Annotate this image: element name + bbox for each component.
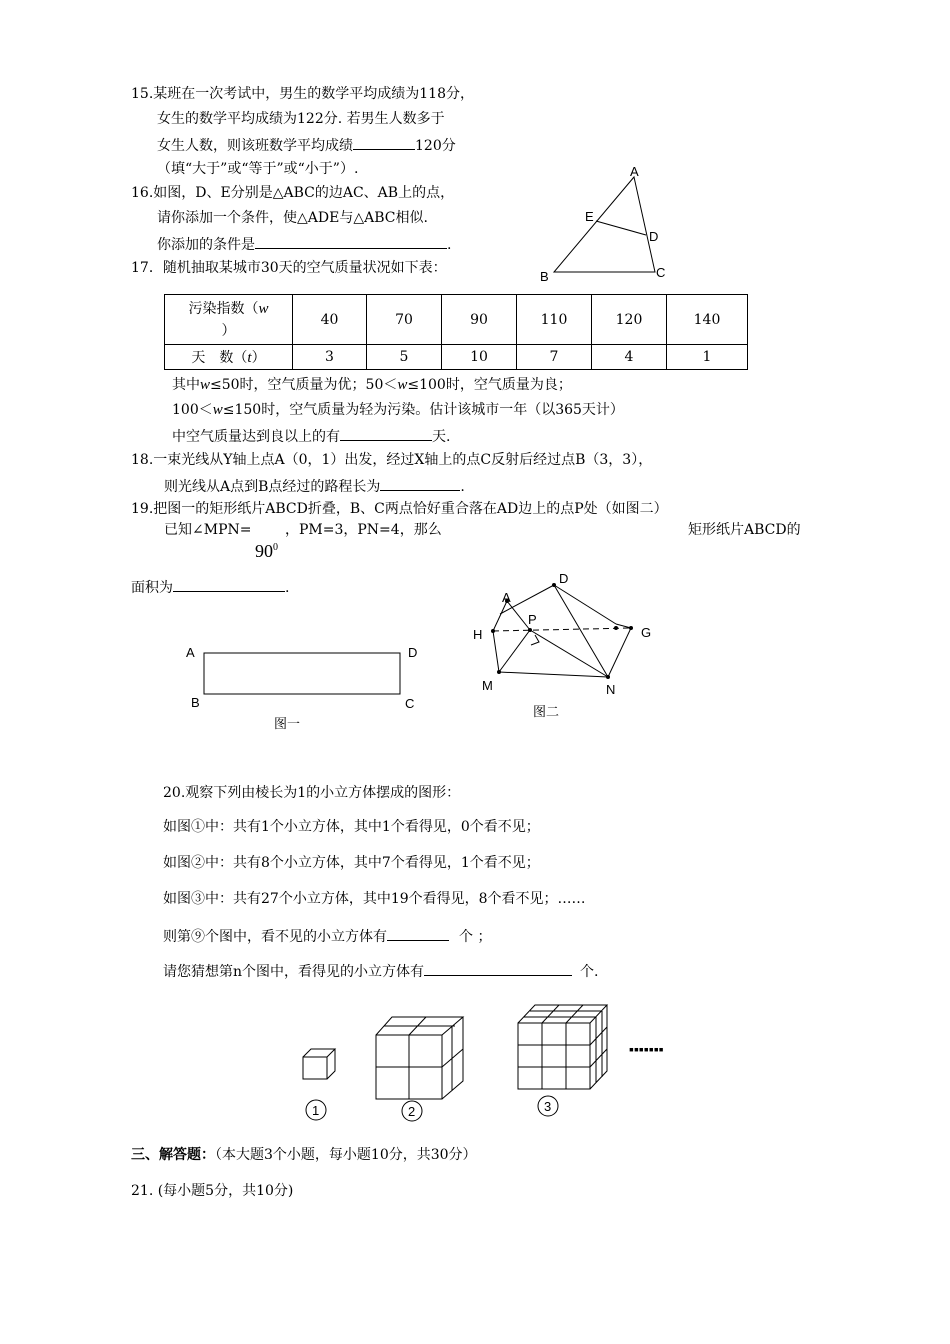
q15-line3 [157,136,456,154]
q16-line3 [157,235,451,253]
label-a: A [630,164,639,179]
q18-answer-blank[interactable] [380,477,460,491]
days-cell: 5 [367,345,442,370]
label-c: C [656,265,666,280]
q19-line3: 面积为 . [131,580,290,596]
days-cell: 10 [442,345,517,370]
q15-line3-text: 女生人数，则该班数学平均成绩 [157,138,353,154]
q19-answer-blank[interactable] [173,578,285,592]
q16-line1: 16.如图，D、E分别是△ABC的边AC、AB上的点， [131,185,455,201]
index-cell: 120 [592,295,667,345]
label-a: A [502,590,511,605]
q15-line1: 15.某班在一次考试中，男生的数学平均成绩为118分， [131,86,474,102]
q17-line4: 中空气质量达到良以上的有 天. [172,429,451,445]
q16-answer-blank[interactable] [255,235,447,249]
segment-ed [596,221,646,235]
q15-line3-tail: 120分 [415,138,456,154]
label-3: 3 [544,1099,552,1114]
q16-line3-text: 你添加的条件是 [157,237,255,253]
rectangle-abcd [204,653,400,694]
q16-line3-tail: . [447,237,452,253]
days-cell: 4 [592,345,667,370]
q15-line2: 女生的数学平均成绩为122分. 若男生人数多于 [157,111,445,127]
section3-header [131,1147,477,1163]
q20-line2: 如图①中：共有1个小立方体，其中1个看得见，0个看不见； [163,819,540,835]
label-d: D [649,229,659,244]
q19-figure-two [465,565,685,725]
q21-line1: 21. (每小题5分，共10分) [131,1183,294,1199]
label-c: C [405,696,415,711]
label-g: G [641,625,652,640]
label-p: P [528,612,537,627]
q20-line3: 如图②中：共有8个小立方体，其中7个看得见，1个看不见； [163,855,540,871]
q17-line3: 100＜w≤150时，空气质量为轻为污染。估计该城市一年（以365天计） [172,402,624,418]
q18-line2: 则光线从A点到B点经过的路程长为 . [164,479,465,495]
q16-triangle-figure [530,165,690,285]
label-d: D [559,571,569,586]
q20-answer-blank-2[interactable] [424,962,572,976]
q15-answer-blank[interactable] [353,136,415,150]
q19-angle: $90^0$ [255,541,278,561]
caption-fig2: 图二 [533,704,560,719]
index-cell: 40 [293,295,367,345]
q20-line1: 20.观察下列由棱长为1的小立方体摆成的图形： [163,785,461,801]
table-header-index: 污染指数（w ） [165,295,293,345]
q16-line2: 请你添加一个条件，使△ADE与△ABC相似. [157,210,428,226]
label-b: B [191,695,200,710]
days-cell: 7 [517,345,592,370]
q20-line6: 请您猜想第n个图中，看得见的小立方体有 个. [163,964,599,980]
air-quality-table [164,294,748,370]
q20-answer-blank-1[interactable] [387,927,449,941]
table-header-days: 天 数（t） [165,345,293,370]
index-cell: 110 [517,295,592,345]
label-b: B [540,269,549,284]
cube-1 [303,1049,335,1079]
label-2: 2 [408,1104,416,1119]
caption-fig1: 图一 [274,716,301,731]
q20-line5: 则第⑨个图中，看不见的小立方体有 个 ； [163,929,492,945]
label-n: N [606,682,616,697]
q15-line4: （填“大于”或“等于”或“小于”）. [157,161,359,177]
q17-line1: 17．随机抽取某城市30天的空气质量状况如下表： [131,260,447,276]
label-1: 1 [312,1103,320,1118]
section3-desc: （本大题3个小题，每小题10分，共30分） [215,1147,477,1163]
days-cell: 1 [667,345,748,370]
index-cell: 90 [442,295,517,345]
label-h: H [473,627,483,642]
q17-line2: 其中w≤50时，空气质量为优；50＜w≤100时，空气质量为良； [172,377,572,393]
label-e: E [585,209,594,224]
q20-line4: 如图③中：共有27个小立方体，其中19个看得见，8个看不见；…… [163,891,586,907]
ellipsis-dots: ▪▪▪▪▪▪▪ [629,1041,664,1057]
days-cell: 3 [293,345,367,370]
q19-line1: 19.把图一的矩形纸片ABCD折叠，B、C两点恰好重合落在AD边上的点P处（如图二） [131,501,668,517]
label-m: M [482,678,493,693]
q20-cubes-figure [295,995,725,1135]
q17-answer-blank[interactable] [340,427,432,441]
q19-line2-a: 已知∠MPN= [164,522,252,538]
q19-line2-b: ，PM=3，PN=4，那么 [285,522,442,538]
cube-3 [518,1005,607,1089]
index-cell: 70 [367,295,442,345]
triangle-abc [554,177,655,272]
label-a: A [186,645,195,660]
q19-line2-c: 矩形纸片ABCD的 [688,522,801,538]
label-d: D [408,645,418,660]
index-cell: 140 [667,295,748,345]
q18-line1: 18.一束光线从Y轴上点A（0，1）出发，经过X轴上的点C反射后经过点B（3，3）， [131,452,653,468]
cube-2 [376,1017,463,1099]
q19-figure-one [180,640,440,740]
section3-title: 三、解答题： [131,1147,215,1163]
